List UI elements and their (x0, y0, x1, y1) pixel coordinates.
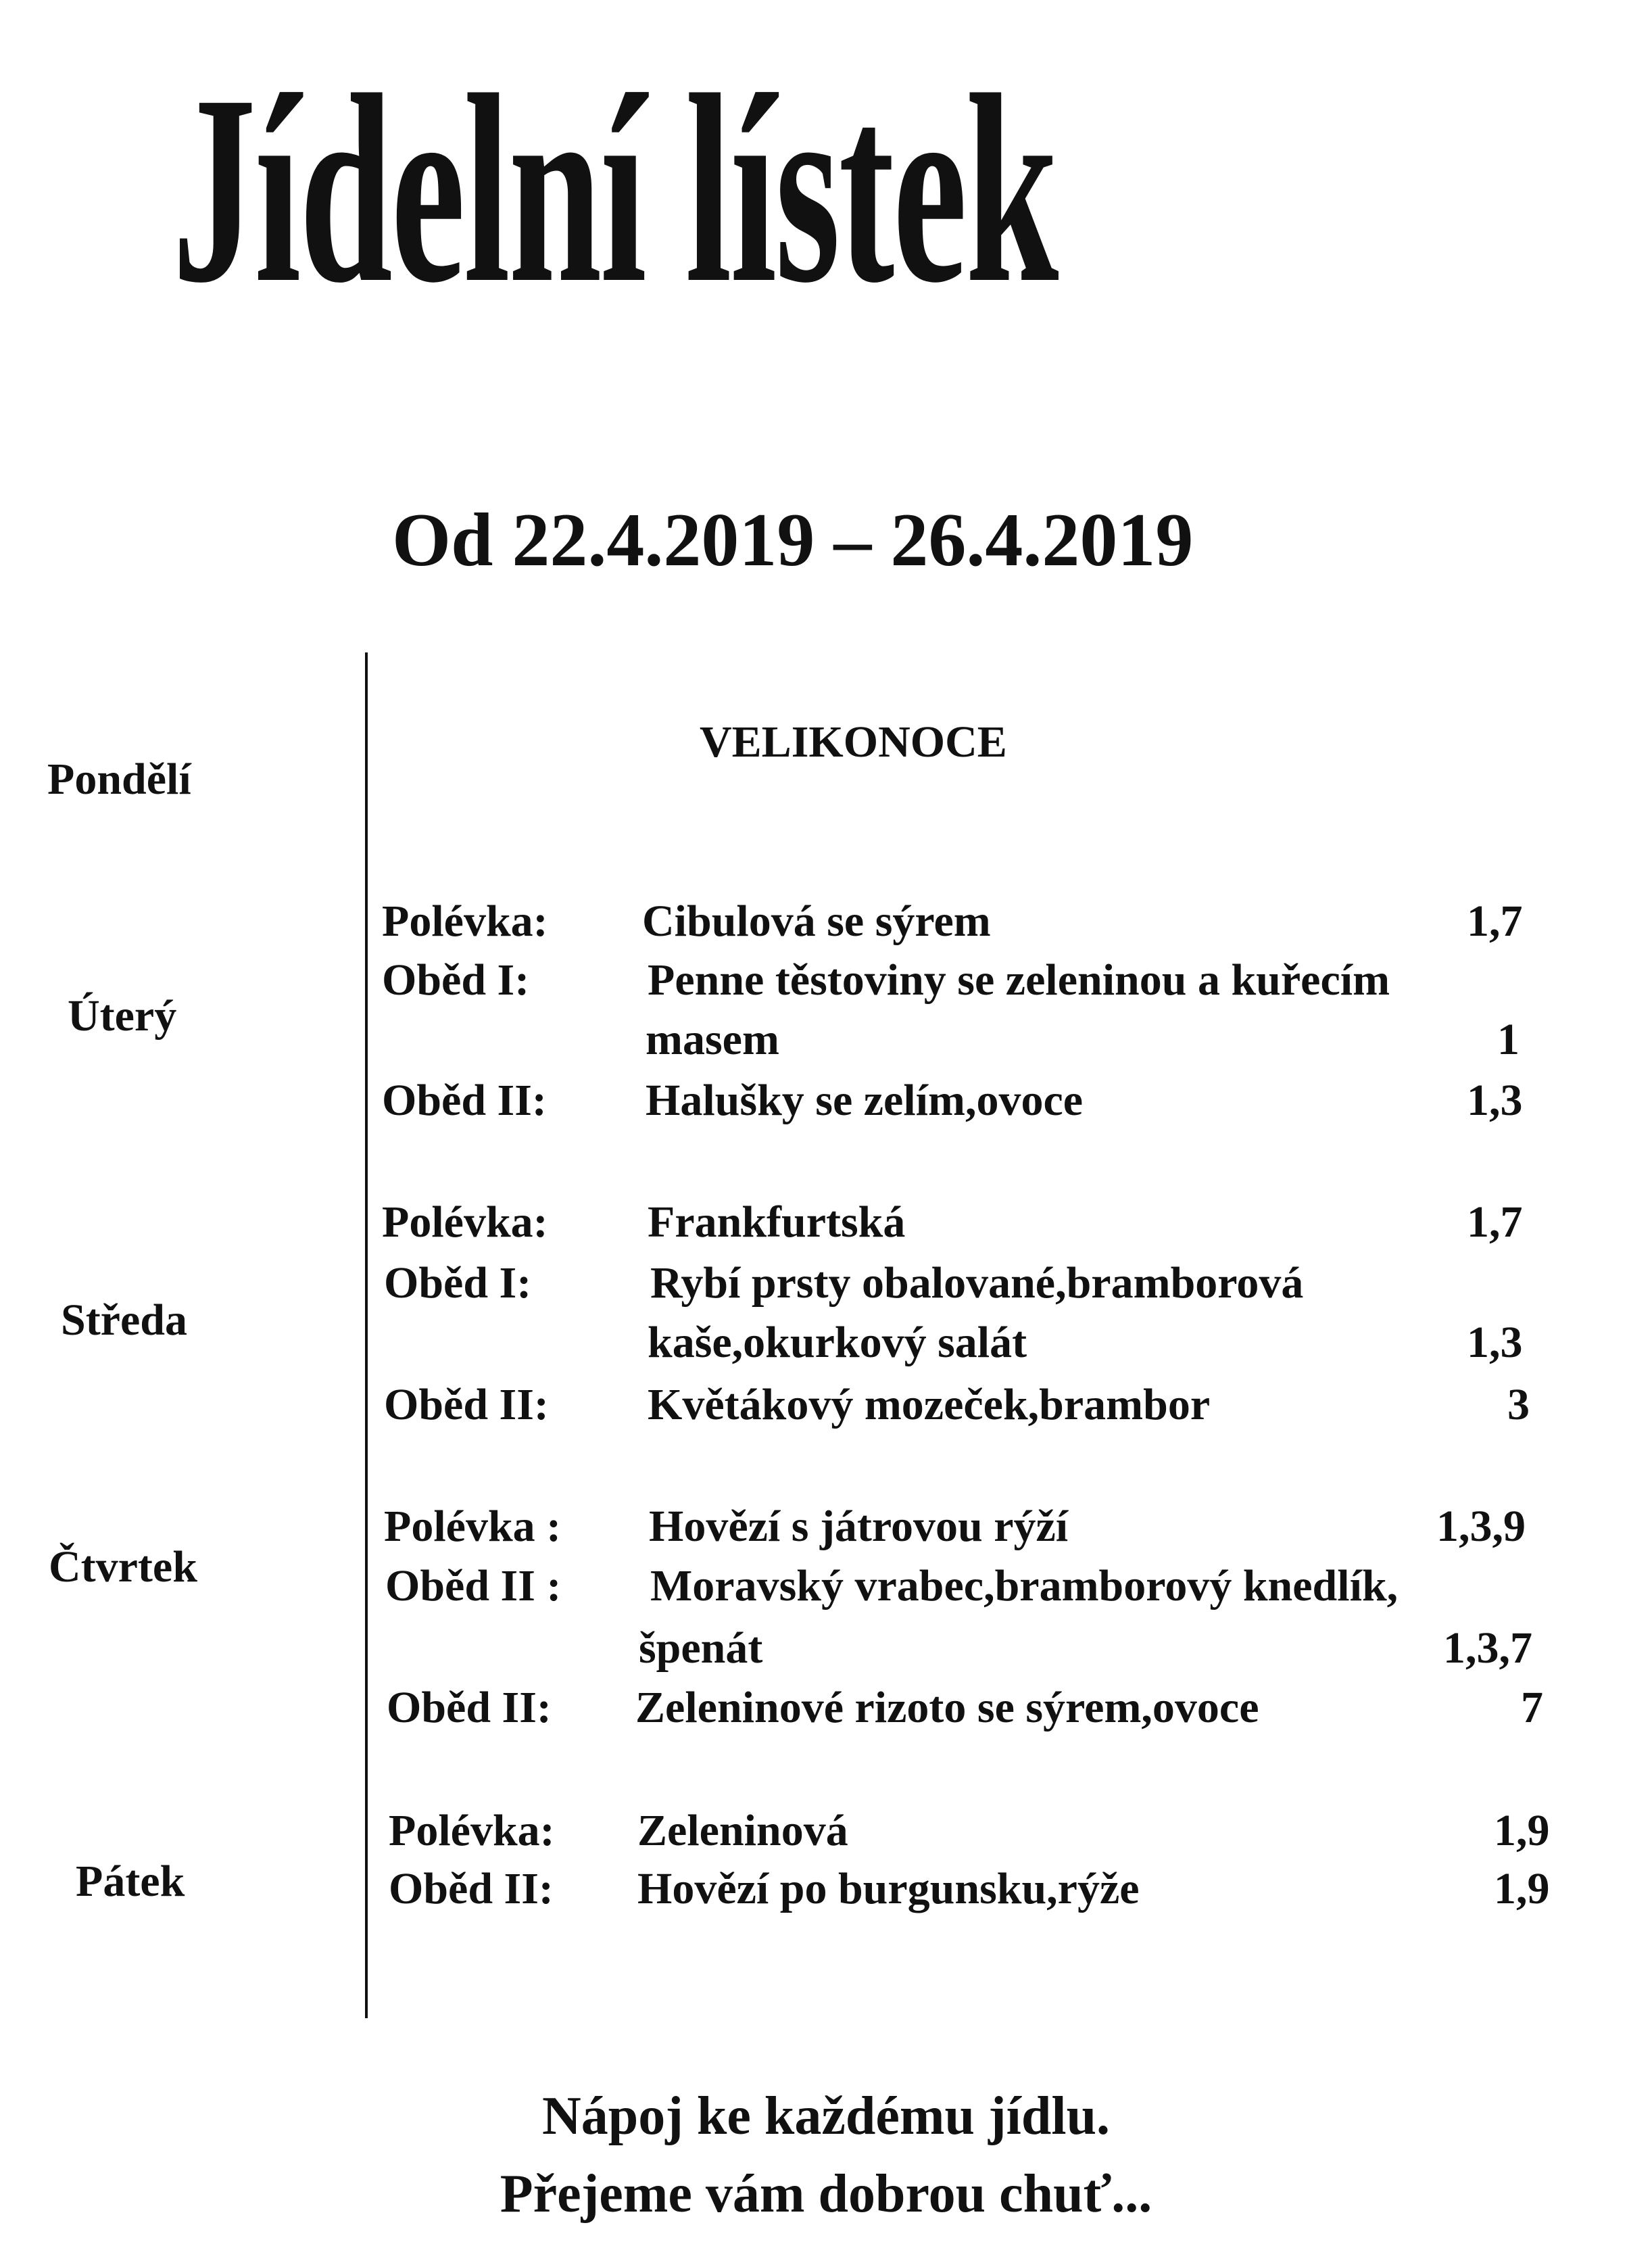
allergens: 1,3,9 (1436, 1502, 1526, 1551)
dish-name: Moravský vrabec,bramborový knedlík, (650, 1561, 1399, 1610)
footer-drink-note: Nápoj ke každému jídlu. (541, 2086, 1111, 2146)
dish-name-continued: špenát (639, 1623, 763, 1673)
allergens: 1 (1497, 1015, 1520, 1064)
dish-name: Frankfurtská (648, 1197, 906, 1247)
lunch-label: Oběd II: (382, 1076, 547, 1125)
lunch-label: Oběd I: (384, 1258, 532, 1308)
dish-name-continued: kaše,okurkový salát (648, 1318, 1027, 1367)
day-wednesday: Středa (61, 1295, 187, 1345)
dish-name: Květákový mozeček,brambor (648, 1380, 1211, 1429)
day-monday: Pondělí (47, 755, 191, 804)
dish-name: Hovězí s játrovou rýží (649, 1502, 1069, 1551)
dish-name: Zeleninová (637, 1806, 848, 1855)
dish-name: Penne těstoviny se zeleninou a kuřecím (648, 955, 1390, 1005)
allergens: 1,7 (1467, 1197, 1523, 1247)
date-range: Od 22.4.2019 – 26.4.2019 (392, 498, 1194, 582)
dish-name: Zeleninové rizoto se sýrem,ovoce (635, 1683, 1259, 1732)
allergens: 1,9 (1494, 1806, 1550, 1855)
soup-label: Polévka: (382, 1197, 548, 1247)
soup-label: Polévka: (382, 897, 548, 946)
soup-label: Polévka: (389, 1806, 555, 1855)
allergens: 1,3 (1467, 1318, 1523, 1367)
column-divider (365, 652, 368, 2018)
allergens: 1,7 (1467, 897, 1523, 946)
day-thursday: Čtvrtek (49, 1542, 197, 1592)
dish-name-continued: masem (646, 1015, 779, 1064)
allergens: 1,9 (1494, 1864, 1550, 1913)
allergens: 7 (1521, 1683, 1543, 1732)
lunch-label: Oběd II: (387, 1683, 552, 1732)
dish-name: Rybí prsty obalované,bramborová (650, 1258, 1304, 1308)
lunch-label: Oběd II : (385, 1561, 562, 1610)
lunch-label: Oběd I: (382, 955, 530, 1005)
dish-name: Cibulová se sýrem (642, 897, 991, 946)
page-title: Jídelní lístek (172, 39, 1057, 339)
day-friday: Pátek (76, 1857, 185, 1906)
monday-holiday-note: VELIKONOCE (700, 717, 1007, 767)
day-tuesday: Úterý (68, 991, 177, 1041)
soup-label: Polévka : (384, 1502, 562, 1551)
allergens: 3 (1507, 1380, 1530, 1429)
allergens: 1,3,7 (1443, 1623, 1532, 1673)
dish-name: Halušky se zelím,ovoce (646, 1076, 1084, 1125)
allergens: 1,3 (1467, 1076, 1523, 1125)
dish-name: Hovězí po burgunsku,rýže (637, 1864, 1140, 1913)
footer-greeting: Přejeme vám dobrou chuť... (500, 2164, 1152, 2224)
lunch-label: Oběd II: (389, 1864, 554, 1913)
lunch-label: Oběd II: (384, 1380, 549, 1429)
